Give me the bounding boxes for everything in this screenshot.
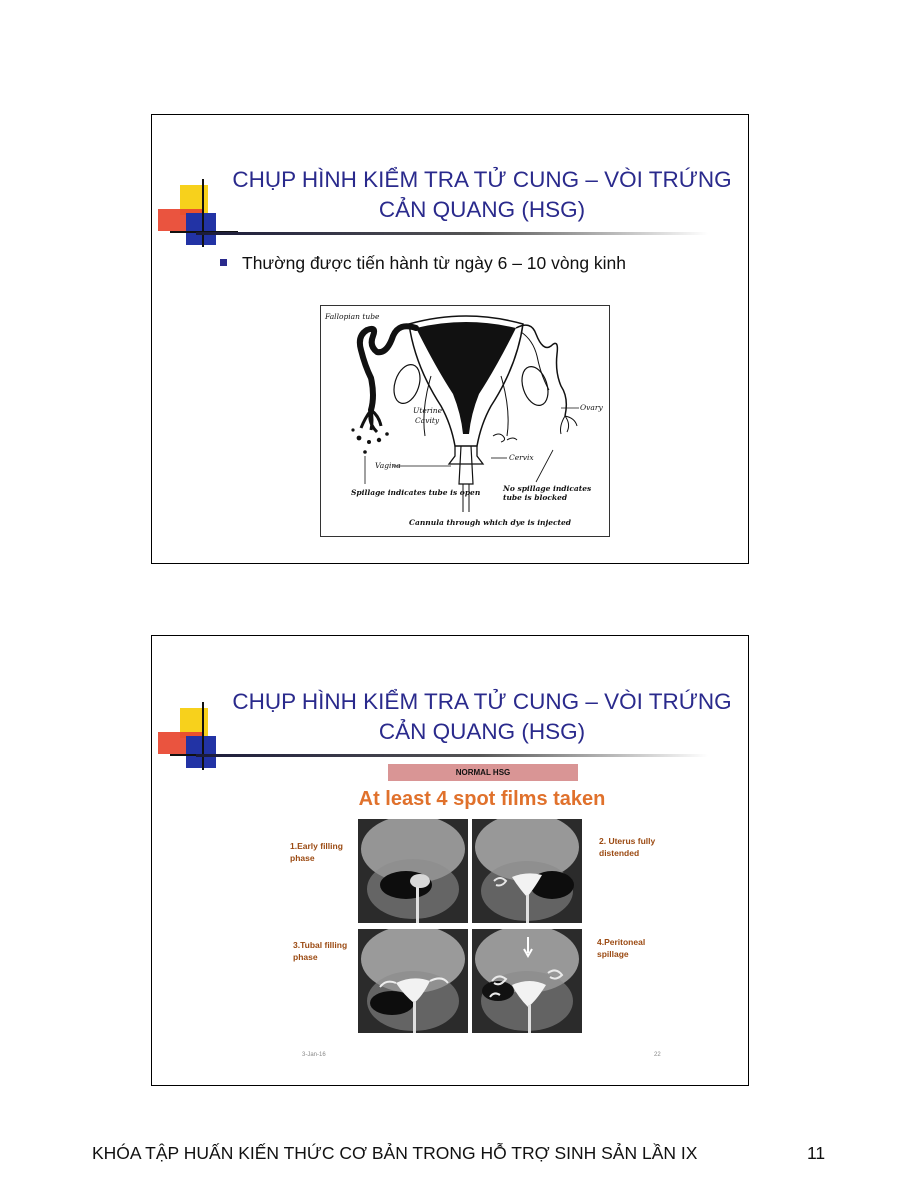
label-early-filling: 1.Early filling phase [290, 841, 343, 863]
xray-film-uterus-distended [472, 819, 582, 923]
label-no-spillage-2: tube is blocked [503, 493, 568, 502]
label-uterine-cavity-2: Cavity [415, 416, 440, 425]
label-tubal-filling: 3.Tubal filling phase [293, 940, 348, 962]
slide-hsg-diagram [151, 114, 749, 564]
xray-film-early-filling [358, 819, 468, 923]
label-cervix: Cervix [509, 453, 534, 462]
slide-logo [158, 702, 238, 772]
label-fallopian-tube: Fallopian tube [325, 312, 380, 321]
title-divider [196, 232, 708, 235]
slide-title: CHỤP HÌNH KIỂM TRA TỬ CUNG – VÒI TRỨNG CẢN QUANG (HSG) [232, 689, 732, 744]
page-number: 11 [807, 1143, 826, 1163]
label-ovary: Ovary [580, 403, 603, 412]
bullet-point: Thường được tiến hành từ ngày 6 – 10 vòng kinh [220, 253, 626, 274]
uterus-illustration [321, 306, 611, 538]
course-footer: KHÓA TẬP HUẤN KIẾN THỨC CƠ BẢN TRONG HỖ TRỢ SINH SẢN LẦN IX [92, 1143, 698, 1163]
label-cannula: Cannula through which dye is injected [409, 518, 572, 527]
title-divider [196, 754, 708, 757]
label-uterine-cavity-1: Uterine [413, 406, 443, 415]
xray-film-tubal-filling [358, 929, 468, 1033]
slide-title: CHỤP HÌNH KIỂM TRA TỬ CUNG – VÒI TRỨNG CẢN QUANG (HSG) [232, 167, 732, 222]
normal-hsg-header: NORMAL HSG [388, 764, 578, 781]
label-peritoneal-spillage: 4.Peritoneal spillage [597, 937, 646, 959]
slide-normal-hsg [151, 635, 749, 1086]
slide-date: 3-Jan-16 [302, 1052, 326, 1058]
spot-films-headline: At least 4 spot films taken [358, 788, 606, 810]
slide-logo [158, 179, 238, 249]
label-spillage-open: Spillage indicates tube is open [351, 488, 481, 497]
label-vagina: Vagina [375, 461, 401, 470]
label-no-spillage-1: No spillage indicates [503, 484, 592, 493]
hsg-anatomy-diagram [320, 305, 610, 537]
slide-page-number: 22 [654, 1052, 661, 1058]
xray-film-peritoneal-spillage [472, 929, 582, 1033]
label-uterus-distended: 2. Uterus fully distended [599, 836, 656, 858]
bullet-square-icon [220, 259, 227, 266]
